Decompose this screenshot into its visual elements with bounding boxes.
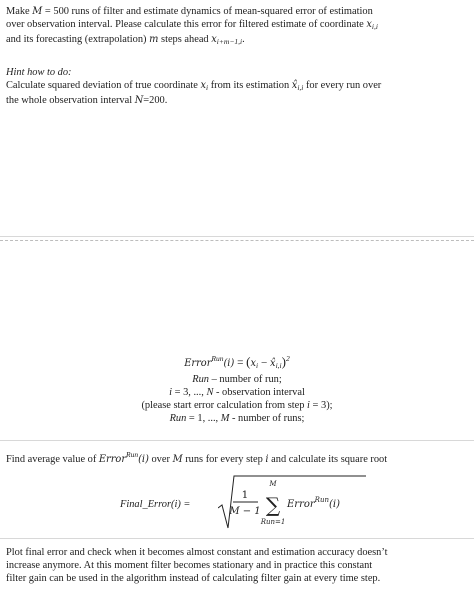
sum-term: Error$^{Run}$(i) — [287, 496, 340, 510]
sum-lower-limit: Run=1 — [260, 518, 286, 526]
page-break-top — [0, 236, 474, 237]
error-formula-block — [90, 352, 384, 425]
hint-line-2: the whole observation interval N=200. — [6, 95, 168, 106]
final-error-formula — [120, 472, 370, 532]
error-formula: Error$^{Run}$(i) = ($x_i$ − $x̂_{i,i})^2$ — [184, 354, 290, 370]
average-paragraph: Find average value of Error$^{Run}$(i) over M runs for every step i and calculate its square root — [6, 450, 388, 465]
intro-line-1: Make M = 500 runs of filter and estimate dynamics of mean-squared error of estimation — [6, 6, 373, 17]
conclusion-line-3: filter gain can be used in the algorithm instead of calculating filter gain at every time step. — [6, 573, 381, 584]
hint-title: Hint how to do: — [6, 67, 72, 78]
sum-sign: ∑ — [265, 493, 281, 517]
final-error-rhs — [218, 472, 368, 532]
hint-line-1: Calculate squared deviation of true coordinate $x_i$ from its estimation $x̂_{i,i}$ for every run over — [6, 80, 382, 92]
page-break-dashed — [0, 240, 474, 241]
intro-line-3: and its forecasting (extrapolation) m steps ahead $x_{i+m-1,i}$. — [6, 34, 245, 46]
formula-desc-start: (please start error calculation from step i = 3); — [141, 400, 333, 411]
fraction-numerator: 1 — [241, 489, 249, 501]
final-error-lhs: Final_Error(i) = — [120, 499, 191, 510]
conclusion-line-2: increase anymore. At this moment filter becomes stationary and in practice this constant — [6, 560, 373, 571]
conclusion-paragraph — [6, 546, 468, 585]
hint-paragraph — [6, 66, 468, 107]
formula-desc-runs: Run = 1, ..., M - number of runs; — [169, 413, 305, 424]
intro-paragraph — [6, 5, 468, 48]
intro-line-2: over observation interval. Please calculate this error for filtered estimate of coordinate $x_{i,i}$ — [6, 19, 378, 31]
fraction-denominator: M − 1 — [229, 506, 261, 517]
conclusion-line-1: Plot final error and check when it becomes almost constant and estimation accuracy doesn’t — [6, 547, 388, 558]
conclusion-divider — [0, 538, 474, 539]
formula-desc-interval: i = 3, ..., N - observation interval — [169, 387, 305, 398]
average-divider — [0, 440, 474, 441]
sum-upper-limit: M — [269, 480, 277, 488]
formula-desc-run: Run – number of run; — [192, 374, 282, 385]
